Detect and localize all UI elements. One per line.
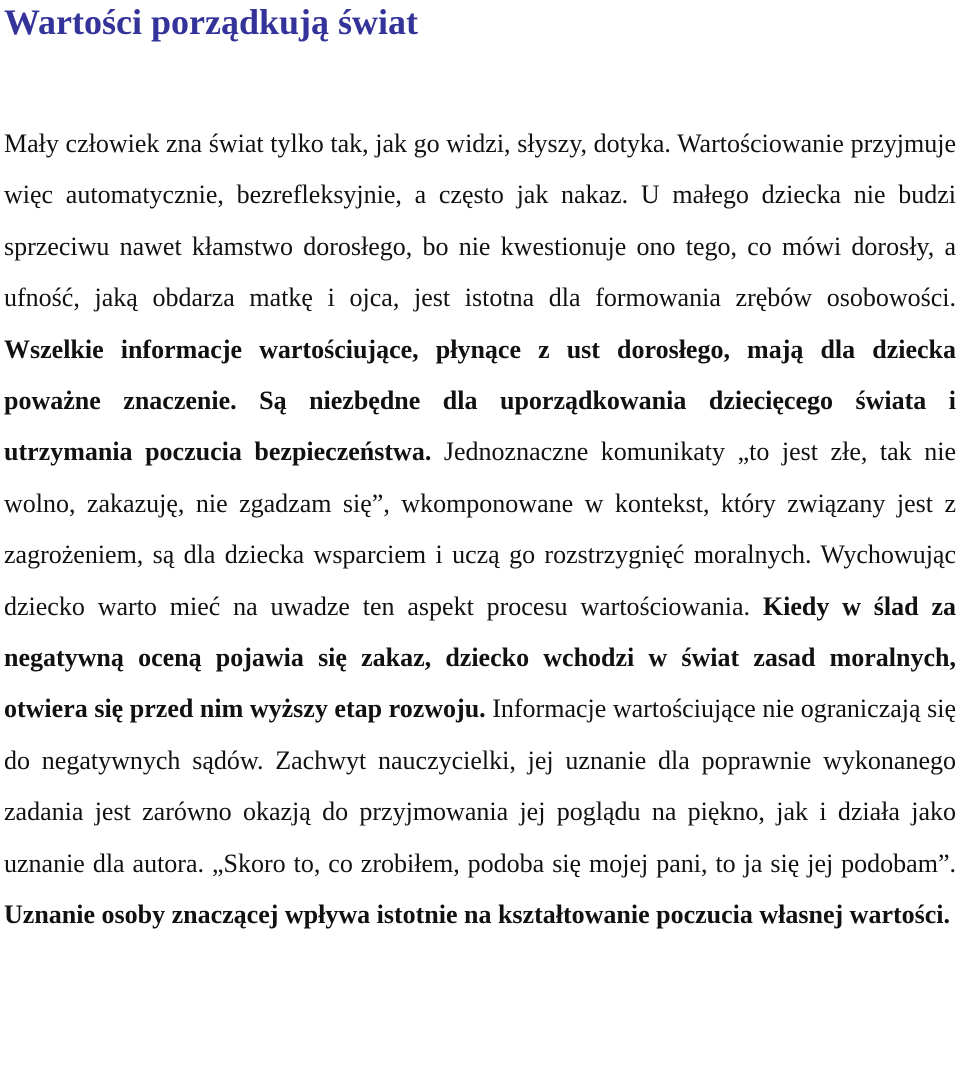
paragraph-text-segment: Jednoznaczne komunikaty „to jest złe, tak nie wolno, zakazuję, nie zgadzam się”, wkomponowane w kontekst, który związany jest z zagrożeniem, są dla dziecka wsparciem i uczą go rozstrzygnięć moralnych. Wychowując dziecko warto mieć na uwadze ten aspekt procesu wartościowania. bbox=[4, 437, 956, 621]
paragraph-text-segment: Informacje wartościujące nie ograniczają się do negatywnych sądów. Zachwyt nauczycielki, jej uznanie dla poprawnie wykonanego zadania jest zarówno okazją do przyjmowania jej poglądu na piękno, jak i działa jako uznanie dla autora. „Skoro to, co zrobiłem, podoba się mojej pani, to ja się jej podobam”. bbox=[4, 694, 956, 878]
paragraph-bold-segment: Uznanie osoby znaczącej wpływa istotnie na kształtowanie poczucia własnej wartości. bbox=[4, 900, 951, 930]
paragraph-bold-segment: Wszelkie informacje wartościujące, płynące z ust dorosłego, mają dla dziecka poważne znaczenie. Są niezbędne dla uporządkowania dziecięcego świata i utrzymania poczucia bezpieczeństwa. bbox=[4, 334, 956, 467]
paragraph-bold-segment: Kiedy w ślad za negatywną oceną pojawia się zakaz, dziecko wchodzi w świat zasad moralnych, otwiera się przed nim wyższy etap rozwoju. bbox=[4, 591, 956, 724]
document-title: Wartości porządkują świat bbox=[4, 2, 418, 42]
body-paragraph bbox=[4, 118, 956, 941]
paragraph-text-segment: Mały człowiek zna świat tylko tak, jak go widzi, słyszy, dotyka. Wartościowanie przyjmuje więc automatycznie, bezrefleksyjnie, a często jak nakaz. U małego dziecka nie budzi sprzeciwu nawet kłamstwo dorosłego, bo nie kwestionuje ono tego, co mówi dorosły, a ufność, jaką obdarza matkę i ojca, jest istotna dla formowania zrębów osobowości. bbox=[4, 129, 956, 313]
